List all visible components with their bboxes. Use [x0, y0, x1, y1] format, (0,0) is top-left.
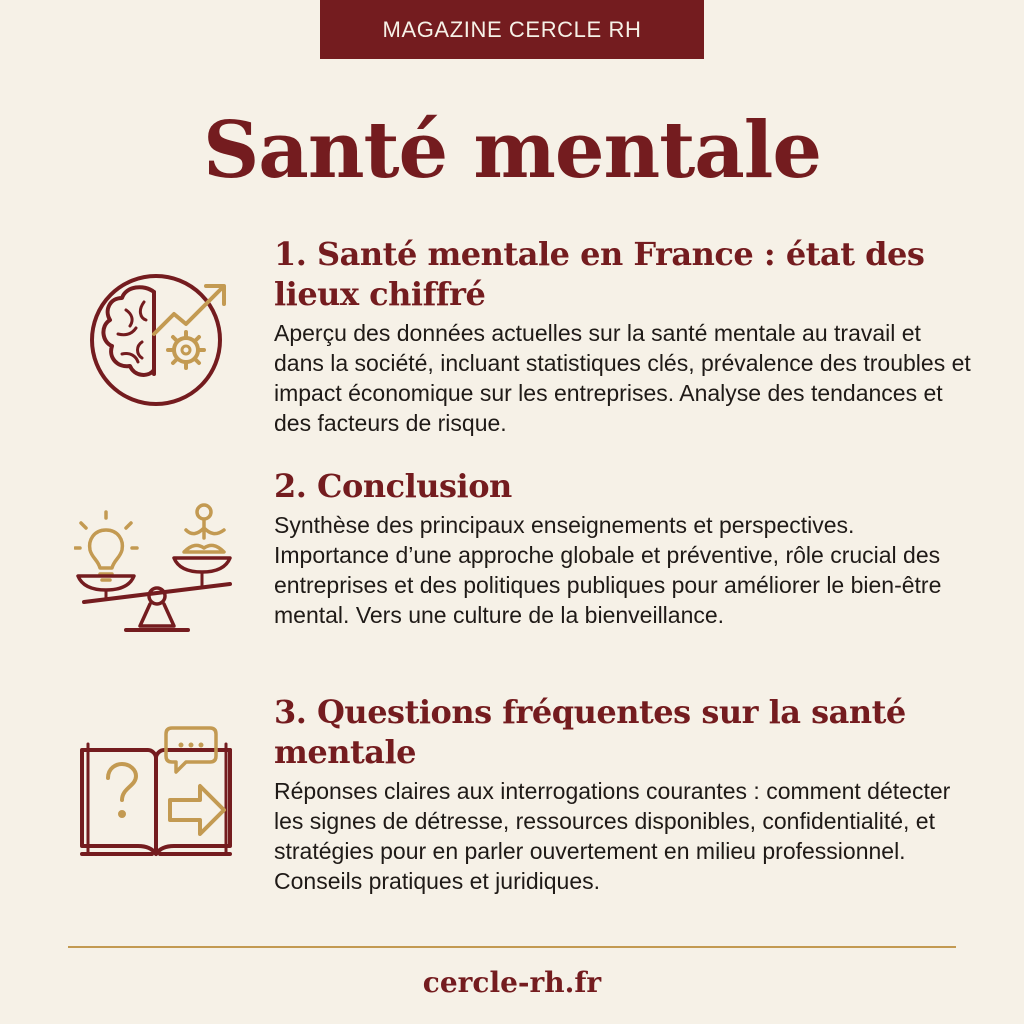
magazine-badge: MAGAZINE CERCLE RH [320, 0, 704, 59]
brain-growth-icon [82, 258, 234, 410]
section-mental-health-stats [0, 230, 1024, 440]
section-faq [0, 688, 1024, 918]
faq-book-icon [78, 724, 238, 860]
page-title: Santé mentale [202, 105, 822, 196]
section-heading: 2. Conclusion [274, 467, 512, 505]
section-body: Réponses claires aux interrogations courantes : comment détecter les signes de détresse, ressources disponibles, confidentialité, et stratégies pour en parler ouvertement en milieu professionnel. Conseils pratiques et juridiques. [274, 778, 951, 894]
balance-scale-icon [74, 500, 240, 640]
section-heading: 1. Santé mentale en France : état des lieux chiffré [274, 235, 925, 313]
section-conclusion [0, 462, 1024, 662]
footer-site-link[interactable]: cercle-rh.fr [422, 966, 602, 999]
section-body: Synthèse des principaux enseignements et perspectives. Importance d’une approche globale et préventive, rôle crucial des entreprises et des politiques publiques pour améliorer le bien-être mental. Vers une culture de la bienveillance. [274, 512, 942, 628]
section-body: Aperçu des données actuelles sur la santé mentale au travail et dans la société, incluant statistiques clés, prévalence des troubles et impact économique sur les entreprises. Analyse des tendances et des facteurs de risque. [274, 320, 971, 436]
section-heading: 3. Questions fréquentes sur la santé mentale [274, 693, 906, 771]
footer-divider [68, 946, 956, 948]
